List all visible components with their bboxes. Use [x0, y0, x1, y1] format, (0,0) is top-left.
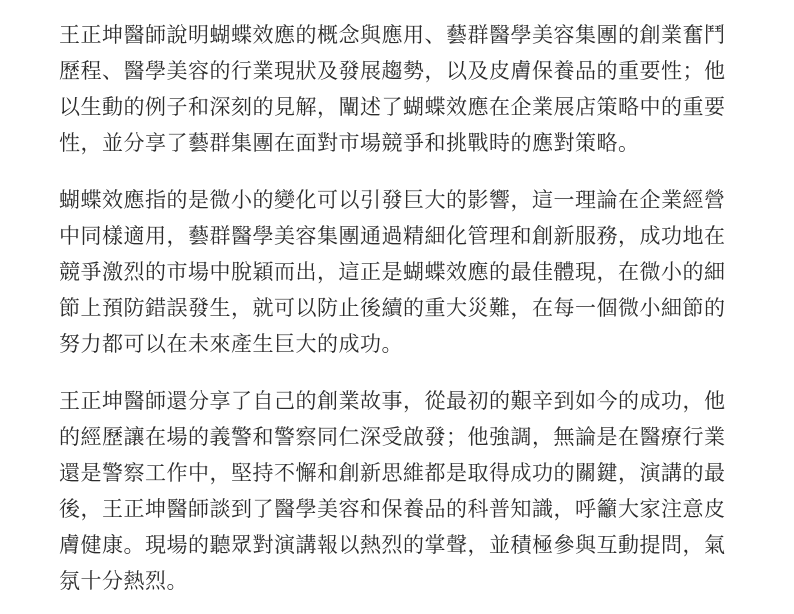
paragraph-line: 氛十分熱烈。	[59, 569, 188, 593]
paragraph-line: 努力都可以在未來產生巨大的成功。	[59, 332, 403, 356]
paragraph-line: 膚健康。現場的聽眾對演講報以熱烈的掌聲，並積極參與互動提問，氣	[59, 533, 726, 557]
paragraph-line: 蝴蝶效應指的是微小的變化可以引發巨大的影響，這一理論在企業經營	[59, 188, 726, 212]
paragraph-line: 還是警察工作中，堅持不懈和創新思維都是取得成功的關鍵，演講的最	[59, 461, 726, 485]
paragraph-butterfly-effect	[59, 182, 726, 362]
paragraph-line: 的經歷讓在場的義警和警察同仁深受啟發；他強調，無論是在醫療行業	[59, 425, 726, 449]
paragraph-founder-story	[59, 383, 726, 599]
paragraph-line: 王正坤醫師說明蝴蝶效應的概念與應用、藝群醫學美容集團的創業奮鬥	[59, 23, 726, 47]
paragraph-intro	[59, 17, 726, 161]
paragraph-line: 節上預防錯誤發生，就可以防止後續的重大災難，在每一個微小細節的	[59, 296, 726, 320]
paragraph-line: 王正坤醫師還分享了自己的創業故事，從最初的艱辛到如今的成功，他	[59, 389, 726, 413]
paragraph-line: 歷程、醫學美容的行業現狀及發展趨勢，以及皮膚保養品的重要性；他	[59, 59, 726, 83]
paragraph-line: 競爭激烈的市場中脫穎而出，這正是蝴蝶效應的最佳體現，在微小的細	[59, 260, 726, 284]
paragraph-line: 後，王正坤醫師談到了醫學美容和保養品的科普知識，呼籲大家注意皮	[59, 497, 726, 521]
paragraph-line: 以生動的例子和深刻的見解，闡述了蝴蝶效應在企業展店策略中的重要	[59, 95, 726, 119]
paragraph-line: 性，並分享了藝群集團在面對市場競爭和挑戰時的應對策略。	[59, 131, 640, 155]
paragraph-line: 中同樣適用，藝群醫學美容集團通過精細化管理和創新服務，成功地在	[59, 224, 726, 248]
